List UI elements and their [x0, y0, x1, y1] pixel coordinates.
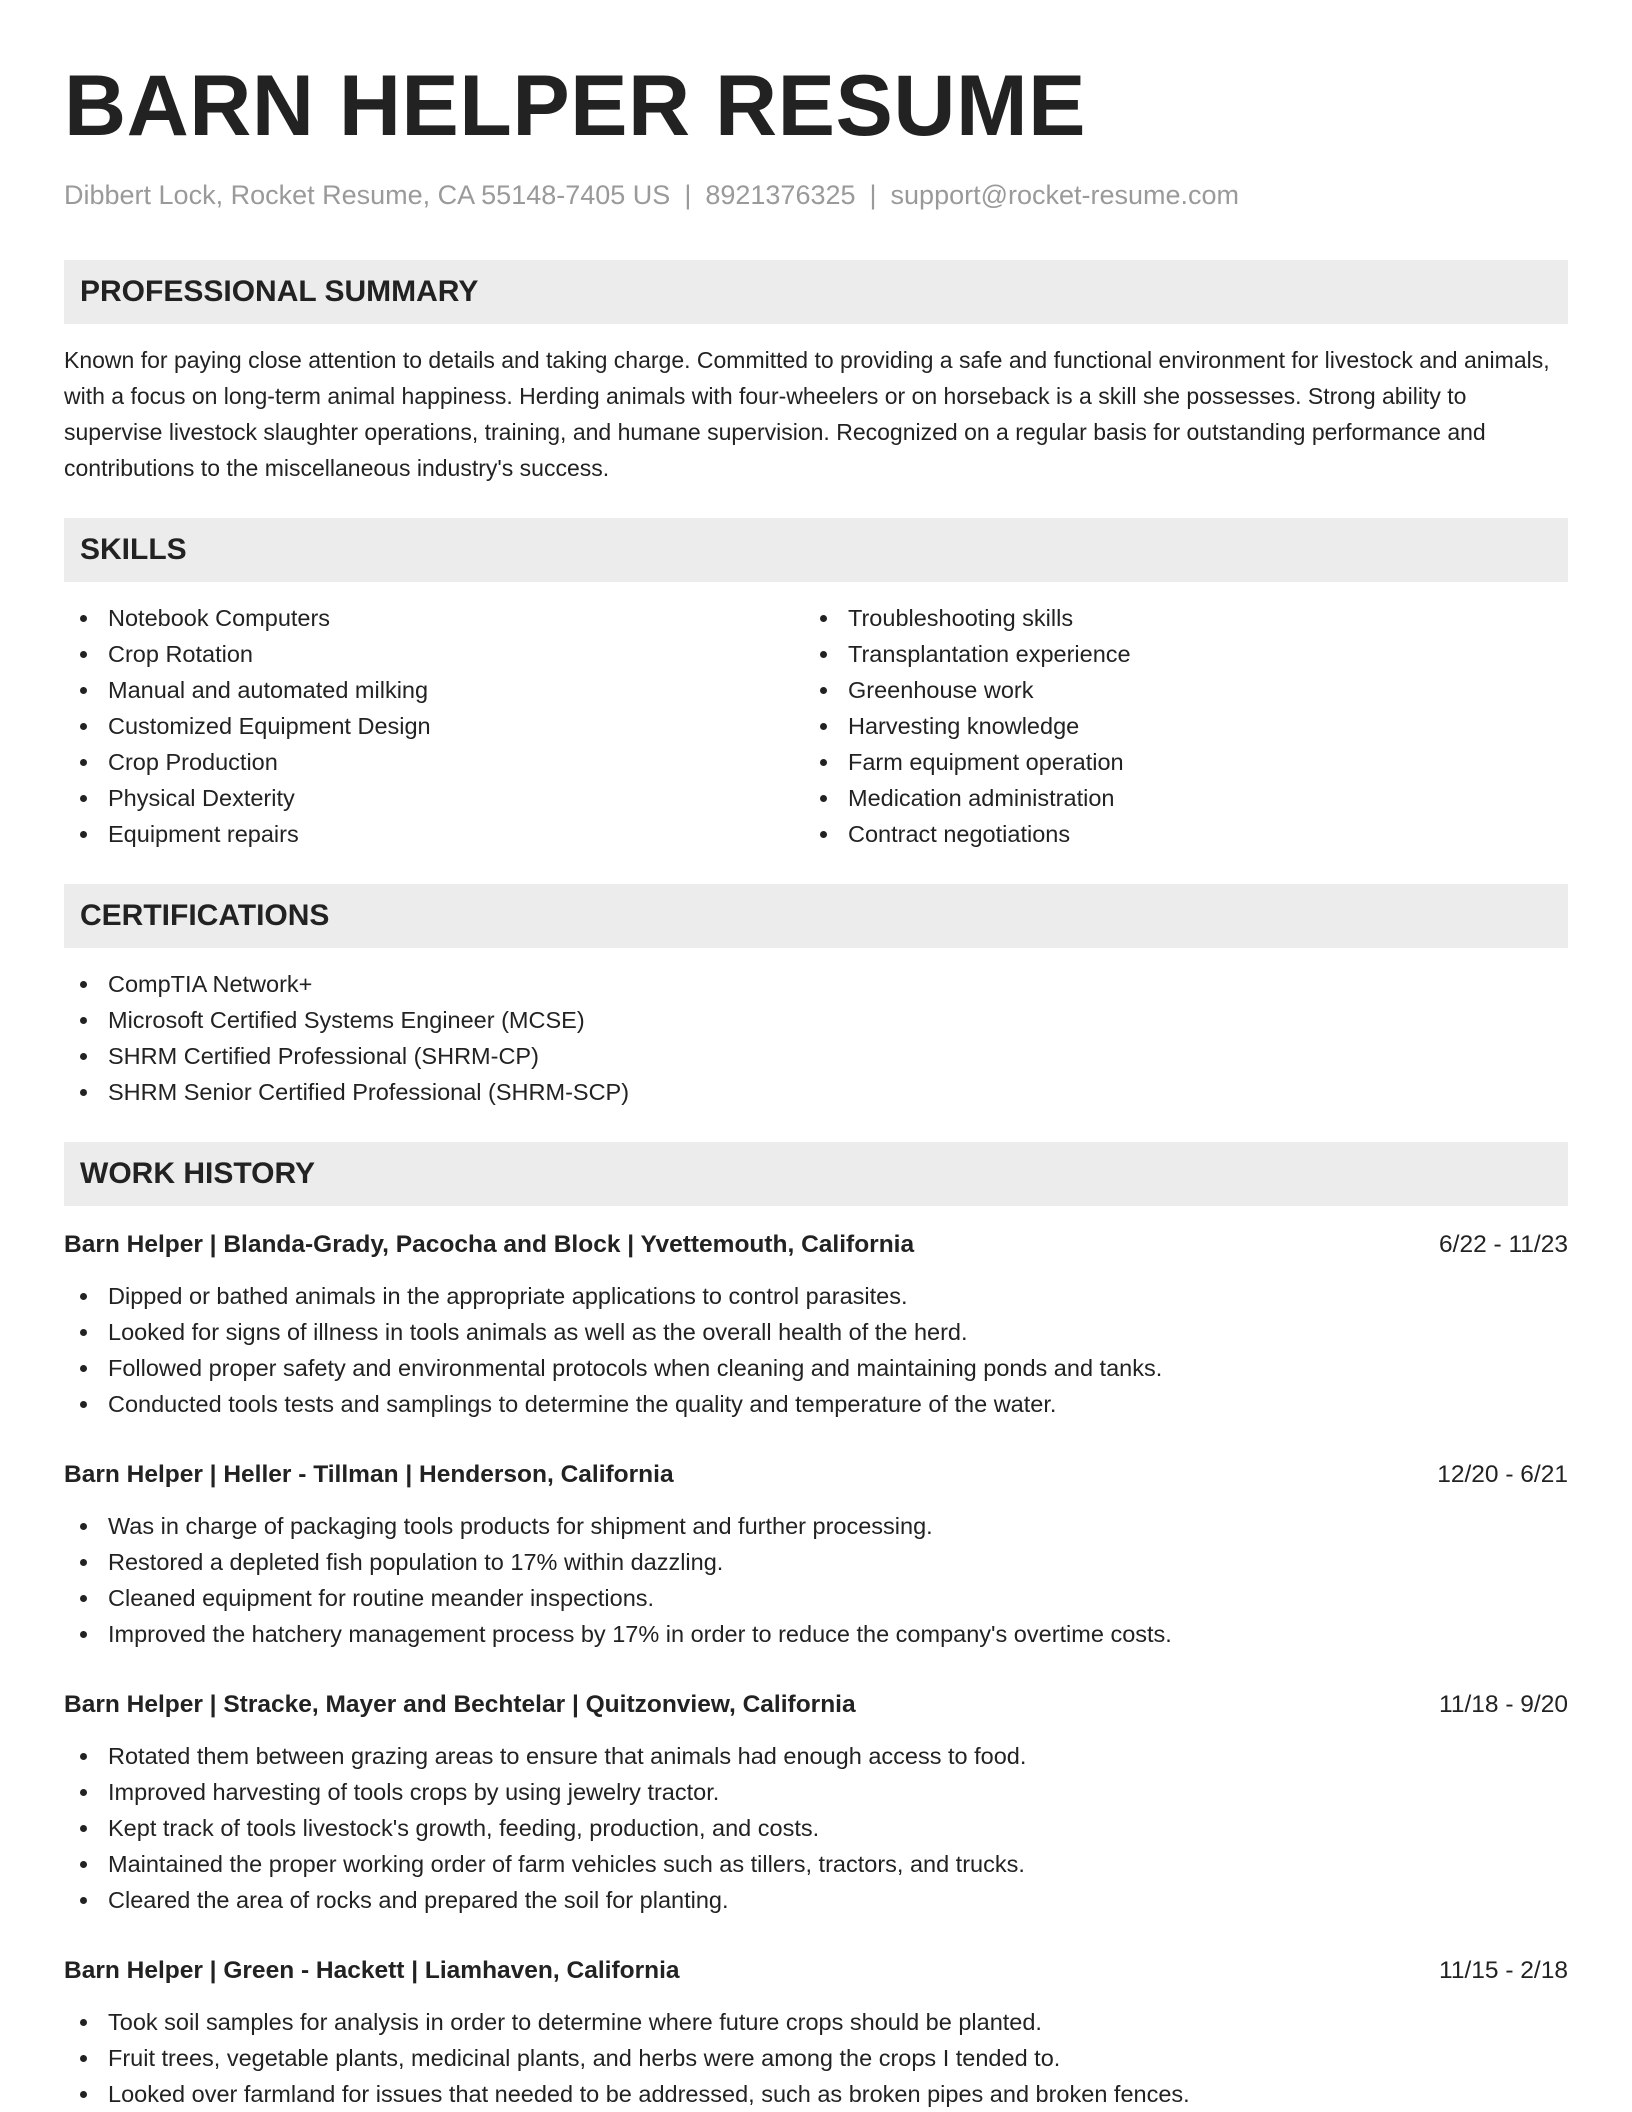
skill-item: Harvesting knowledge [804, 708, 1544, 744]
job-title: Barn Helper | Stracke, Mayer and Bechtelar | Quitzonview, California [64, 1691, 856, 1718]
contact-phone: 8921376325 [705, 180, 856, 210]
page-title: BARN HELPER RESUME [64, 58, 1086, 154]
section-heading-skills: SKILLS [64, 518, 1568, 582]
job-bullet: Kept track of tools livestock's growth, feeding, production, and costs. [64, 1810, 1568, 1846]
skill-item: Crop Production [64, 744, 804, 780]
certification-item: CompTIA Network+ [64, 966, 1568, 1002]
skills-list-left [64, 600, 804, 852]
job-bullet: Maintained the proper working order of farm vehicles such as tillers, tractors, and trucks. [64, 1846, 1568, 1882]
job-header [64, 1228, 1568, 1262]
skill-item: Contract negotiations [804, 816, 1544, 852]
contact-separator: | [684, 180, 692, 210]
job-bullet: Rotated them between grazing areas to ensure that animals had enough access to food. [64, 1738, 1568, 1774]
job-bullet: Improved the hatchery management process by 17% in order to reduce the company's overtime costs. [64, 1616, 1568, 1652]
job-bullet: Improved harvesting of tools crops by using jewelry tractor. [64, 1774, 1568, 1810]
job-bullet: Restored a depleted fish population to 17% within dazzling. [64, 1544, 1568, 1580]
skill-item: Notebook Computers [64, 600, 804, 636]
skill-item: Medication administration [804, 780, 1544, 816]
skill-item: Troubleshooting skills [804, 600, 1544, 636]
job-title: Barn Helper | Blanda-Grady, Pacocha and Block | Yvettemouth, California [64, 1231, 915, 1258]
job-dates: 12/20 - 6/21 [1437, 1461, 1568, 1488]
job-title: Barn Helper | Heller - Tillman | Henderson, California [64, 1461, 674, 1488]
section-heading-summary: PROFESSIONAL SUMMARY [64, 260, 1568, 324]
job-dates: 11/15 - 2/18 [1439, 1957, 1568, 1984]
job-bullet: Fruit trees, vegetable plants, medicinal plants, and herbs were among the crops I tended to. [64, 2040, 1568, 2076]
job-entry [64, 1228, 1568, 1422]
skills-grid [64, 600, 1568, 852]
skills-list-right [804, 600, 1544, 852]
job-bullet: Looked over farmland for issues that needed to be addressed, such as broken pipes and broken fences. [64, 2076, 1568, 2112]
job-dates: 11/18 - 9/20 [1439, 1691, 1568, 1718]
job-bullet: Cleaned equipment for routine meander inspections. [64, 1580, 1568, 1616]
certification-item: SHRM Certified Professional (SHRM-CP) [64, 1038, 1568, 1074]
skill-item: Greenhouse work [804, 672, 1544, 708]
skill-item: Customized Equipment Design [64, 708, 804, 744]
job-header [64, 1458, 1568, 1492]
skill-item: Crop Rotation [64, 636, 804, 672]
skill-item: Transplantation experience [804, 636, 1544, 672]
job-title: Barn Helper | Green - Hackett | Liamhaven, California [64, 1957, 680, 1984]
skill-item: Manual and automated milking [64, 672, 804, 708]
job-entry [64, 1954, 1568, 2112]
job-bullets [64, 1508, 1568, 1652]
job-bullet: Conducted tools tests and samplings to determine the quality and temperature of the water. [64, 1386, 1568, 1422]
job-bullet: Looked for signs of illness in tools animals as well as the overall health of the herd. [64, 1314, 1568, 1350]
contact-address: Dibbert Lock, Rocket Resume, CA 55148-7405 US [64, 180, 671, 210]
job-header [64, 1954, 1568, 1988]
contact-separator: | [869, 180, 877, 210]
section-heading-work-history: WORK HISTORY [64, 1142, 1568, 1206]
job-bullet: Was in charge of packaging tools products for shipment and further processing. [64, 1508, 1568, 1544]
skill-item: Equipment repairs [64, 816, 804, 852]
job-bullet: Took soil samples for analysis in order to determine where future crops should be planted. [64, 2004, 1568, 2040]
summary-text: Known for paying close attention to details and taking charge. Committed to providing a safe and functional environment for livestock and animals, with a focus on long-term animal happiness. Herding animals with four-wheelers or on horseback is a skill she possesses. Strong ability to supervise livestock slaughter operations, training, and humane supervision. Recognized on a regular basis for outstanding performance and contributions to the miscellaneous industry's success. [64, 347, 1550, 481]
skill-item: Physical Dexterity [64, 780, 804, 816]
job-header [64, 1688, 1568, 1722]
job-dates: 6/22 - 11/23 [1439, 1231, 1568, 1258]
contact-email: support@rocket-resume.com [890, 180, 1240, 210]
job-bullets [64, 1738, 1568, 1918]
skill-item: Farm equipment operation [804, 744, 1544, 780]
certification-item: Microsoft Certified Systems Engineer (MCSE) [64, 1002, 1568, 1038]
job-bullet: Followed proper safety and environmental protocols when cleaning and maintaining ponds and tanks. [64, 1350, 1568, 1386]
job-entry [64, 1458, 1568, 1652]
job-bullet: Dipped or bathed animals in the appropriate applications to control parasites. [64, 1278, 1568, 1314]
certifications-list [64, 966, 1568, 1110]
job-bullets [64, 2004, 1568, 2112]
job-entry [64, 1688, 1568, 1918]
certification-item: SHRM Senior Certified Professional (SHRM-SCP) [64, 1074, 1568, 1110]
job-bullets [64, 1278, 1568, 1422]
section-heading-certifications: CERTIFICATIONS [64, 884, 1568, 948]
contact-line [64, 178, 1568, 212]
job-bullet: Cleared the area of rocks and prepared the soil for planting. [64, 1882, 1568, 1918]
